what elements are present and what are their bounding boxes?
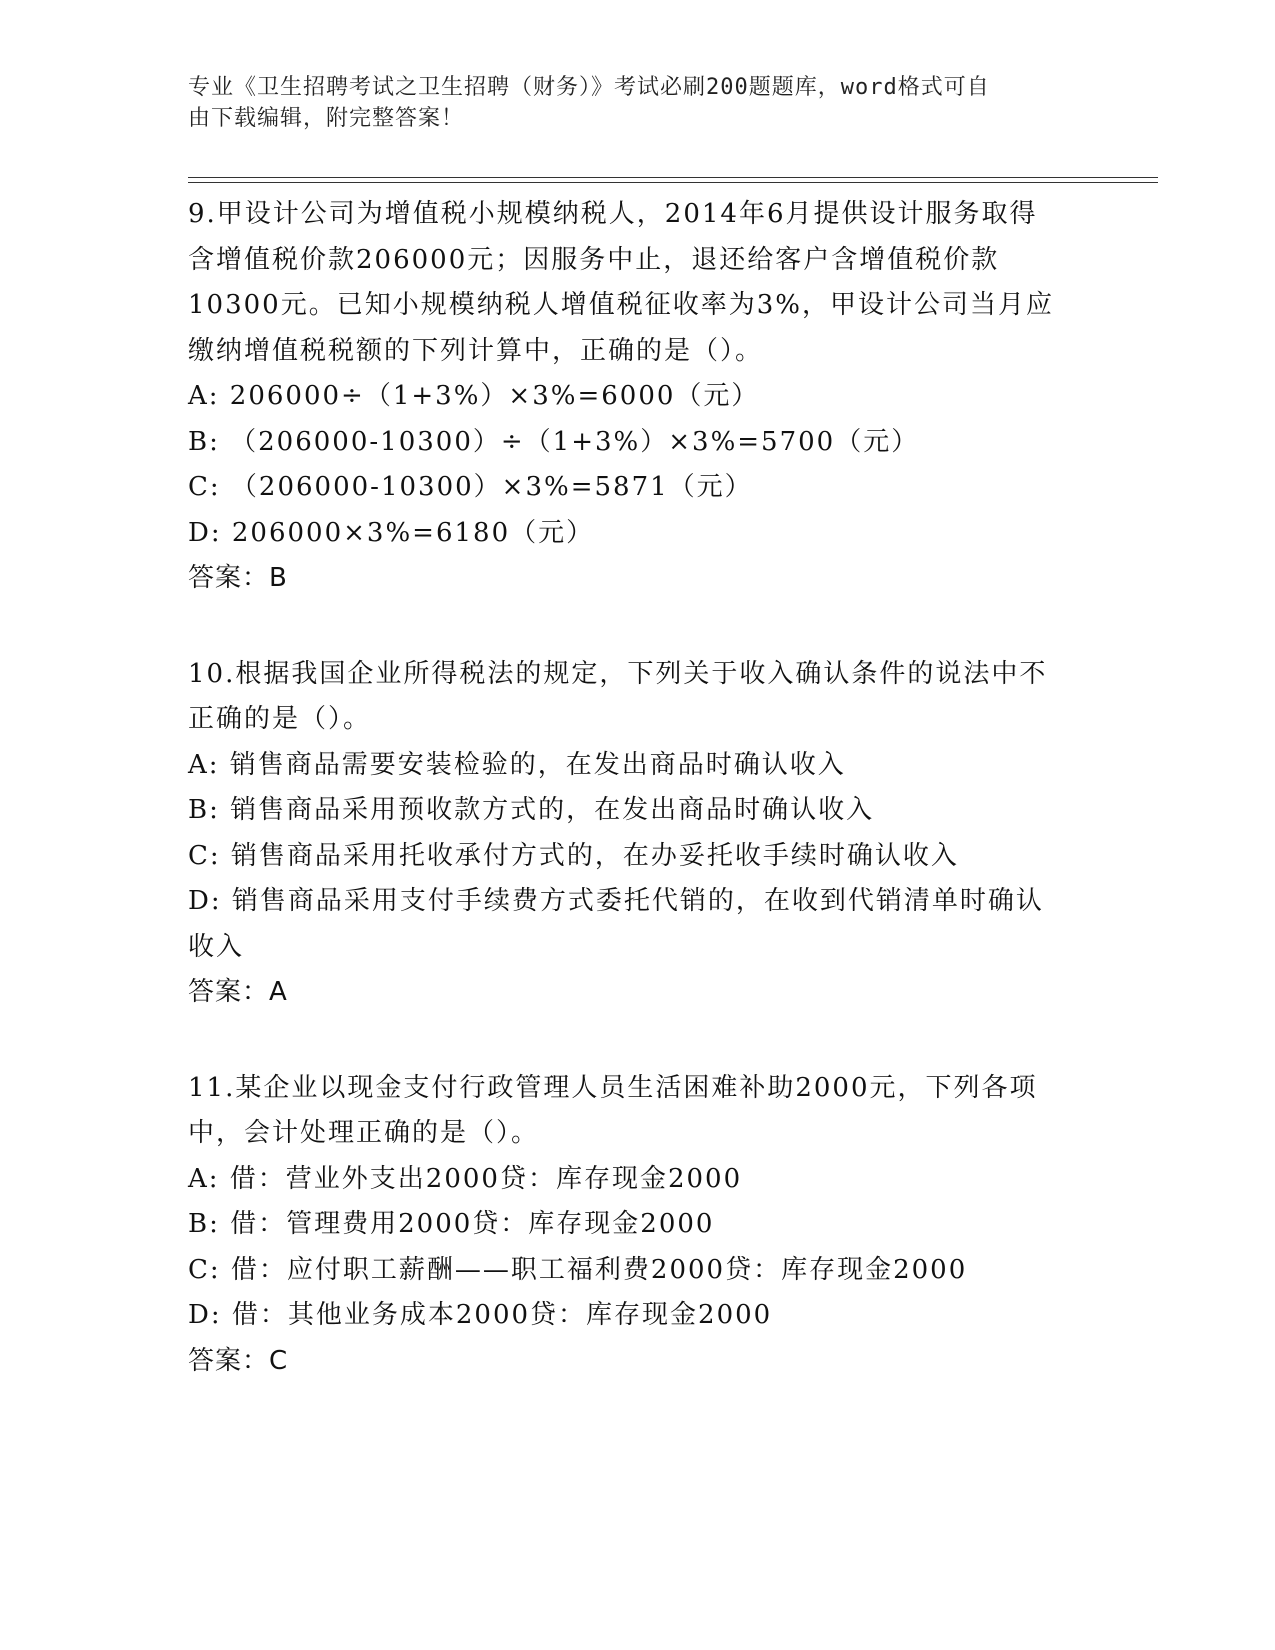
question-text-line: 9.甲设计公司为增值税小规模纳税人，2014年6月提供设计服务取得 — [188, 199, 1038, 229]
question-text-line: 缴纳增值税税额的下列计算中，正确的是（）。 — [188, 335, 764, 366]
header-divider-top — [188, 177, 1158, 178]
question-text-line: 10300元。已知小规模纳税人增值税征收率为3%，甲设计公司当月应 — [188, 290, 1054, 320]
question-text-line: 中，会计处理正确的是（）。 — [188, 1118, 540, 1148]
option-c: C: 借：应付职工薪酬——职工福利费2000贷：库存现金2000 — [188, 1254, 968, 1285]
option-b: B: 借：管理费用2000贷：库存现金2000 — [188, 1209, 715, 1239]
option-d-continued: 收入 — [188, 931, 245, 962]
option-a: A: 206000÷（1+3%）×3%=6000（元） — [188, 381, 760, 411]
option-d: D: 206000×3%=6180（元） — [188, 517, 595, 548]
option-a: A: 销售商品需要安装检验的，在发出商品时确认收入 — [188, 749, 846, 780]
question-9 — [188, 192, 1088, 602]
answer-label: 答案：C — [188, 1345, 289, 1376]
question-text-line: 正确的是（）。 — [188, 704, 372, 734]
option-b: B: 销售商品采用预收款方式的，在发出商品时确认收入 — [188, 795, 875, 825]
header-divider-bottom — [188, 182, 1158, 183]
header-line-2: 由下载编辑，附完整答案！ — [188, 106, 465, 131]
option-c: C: （206000-10300）×3%=5871（元） — [188, 472, 753, 502]
header-line-1: 专业《卫生招聘考试之卫生招聘（财务）》考试必刷200题题库，word格式可自 — [188, 75, 990, 100]
question-text-line: 含增值税价款206000元；因服务中止，退还给客户含增值税价款 — [188, 244, 1000, 275]
option-b: B: （206000-10300）÷（1+3%）×3%=5700（元） — [188, 426, 920, 457]
question-text-line: 11.某企业以现金支付行政管理人员生活困难补助2000元，下列各项 — [188, 1072, 1038, 1103]
option-d: D: 借：其他业务成本2000贷：库存现金2000 — [188, 1300, 773, 1330]
question-10 — [188, 652, 1088, 1016]
question-11 — [188, 1066, 1088, 1385]
question-list — [188, 192, 1088, 1434]
option-a: A: 借：营业外支出2000贷：库存现金2000 — [188, 1163, 743, 1194]
question-text-line: 10.根据我国企业所得税法的规定，下列关于收入确认条件的说法中不 — [188, 658, 1048, 689]
option-d: D: 销售商品采用支付手续费方式委托代销的，在收到代销清单时确认 — [188, 886, 1044, 916]
answer-label: 答案：A — [188, 977, 288, 1007]
document-header — [188, 72, 1068, 134]
answer-label: 答案：B — [188, 563, 288, 593]
option-c: C: 销售商品采用托收承付方式的，在办妥托收手续时确认收入 — [188, 840, 959, 871]
